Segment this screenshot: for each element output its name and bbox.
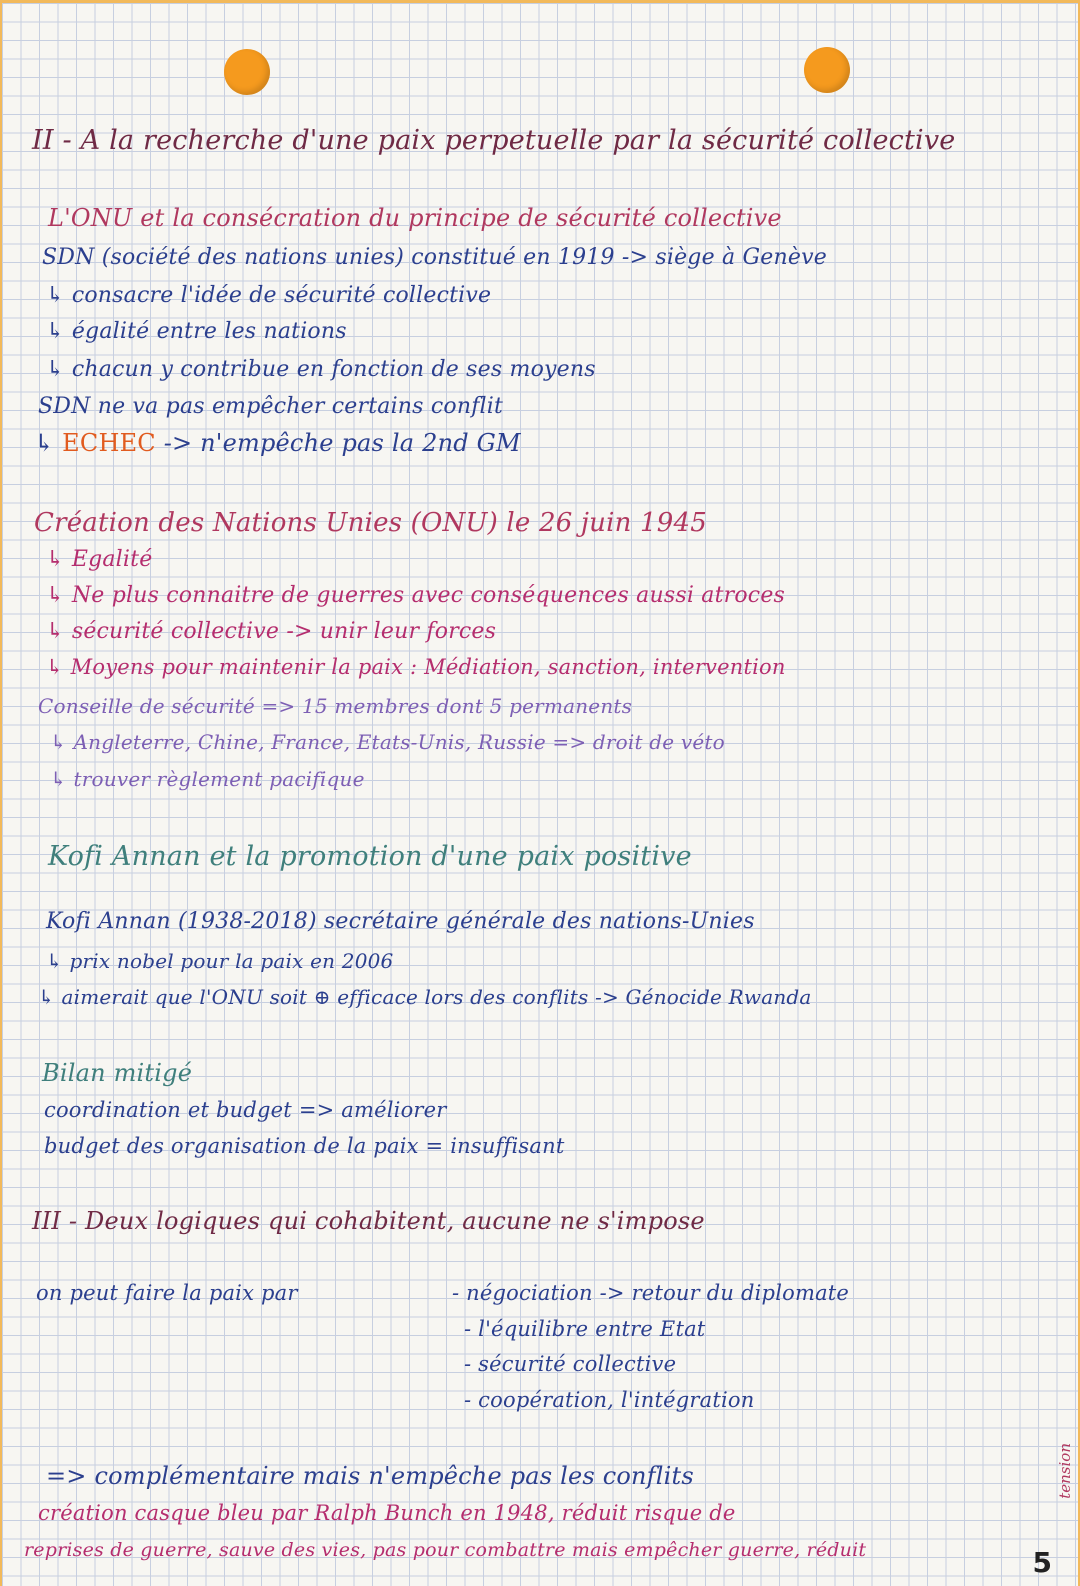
- note-line: ↳ égalité entre les nations: [46, 319, 347, 344]
- note-line: Kofi Annan (1938-2018) secrétaire générale des nations-Unies: [46, 909, 755, 934]
- echec-label: ECHEC: [62, 429, 156, 457]
- section-heading-deux-logiques: III - Deux logiques qui cohabitent, aucune ne s'impose: [32, 1207, 705, 1235]
- page-number: 5: [1032, 1546, 1052, 1579]
- note-line: ↳ prix nobel pour la paix en 2006: [46, 949, 394, 973]
- section-heading-onu: L'ONU et la consécration du principe de sécurité collective: [48, 204, 782, 232]
- note-line: ↳ Moyens pour maintenir la paix : Médiation, sanction, intervention: [46, 655, 786, 679]
- note-line: reprises de guerre, sauve des vies, pas pour combattre mais empêcher guerre, réduit: [24, 1539, 867, 1561]
- arrow-icon: ↳: [34, 429, 55, 457]
- note-line: création casque bleu par Ralph Bunch en 1948, réduit risque de: [38, 1501, 736, 1525]
- note-line: ↳ consacre l'idée de sécurité collective: [46, 283, 492, 308]
- binder-hole-left: [224, 49, 270, 95]
- note-line: ↳ Angleterre, Chine, France, Etats-Unis, Russie => droit de véto: [50, 730, 725, 754]
- note-line: budget des organisation de la paix = insuffisant: [44, 1134, 565, 1158]
- section-heading-kofi-annan: Kofi Annan et la promotion d'une paix positive: [48, 841, 692, 872]
- note-line: - négociation -> retour du diplomate: [452, 1281, 850, 1305]
- page-title: II - A la recherche d'une paix perpetuelle par la sécurité collective: [32, 125, 956, 156]
- note-line: Conseille de sécurité => 15 membres dont 5 permanents: [38, 694, 633, 718]
- note-line: on peut faire la paix par: [36, 1281, 298, 1305]
- note-line: ↳ aimerait que l'ONU soit ⊕ efficace lors des conflits -> Génocide Rwanda: [38, 985, 812, 1009]
- note-line: - sécurité collective: [464, 1352, 677, 1376]
- note-line: ↳ Ne plus connaitre de guerres avec conséquences aussi atroces: [46, 583, 786, 608]
- note-line: SDN ne va pas empêcher certains conflit: [38, 394, 504, 419]
- note-line: coordination et budget => améliorer: [44, 1098, 447, 1122]
- note-line-echec: [34, 431, 521, 455]
- section-heading-bilan: Bilan mitigé: [42, 1059, 193, 1087]
- binder-hole-right: [804, 47, 850, 93]
- margin-note: tension: [1056, 1443, 1074, 1499]
- note-line: ↳ Egalité: [46, 547, 153, 572]
- note-line: => complémentaire mais n'empêche pas les conflits: [46, 1462, 694, 1490]
- section-heading-creation-onu: Création des Nations Unies (ONU) le 26 juin 1945: [34, 508, 708, 538]
- note-line: SDN (société des nations unies) constitué en 1919 -> siège à Genève: [42, 245, 827, 270]
- note-line: ↳ trouver règlement pacifique: [50, 767, 365, 791]
- note-line: - l'équilibre entre Etat: [464, 1317, 706, 1341]
- note-line: - coopération, l'intégration: [464, 1388, 755, 1412]
- echec-detail: -> n'empêche pas la 2nd GM: [163, 429, 521, 457]
- note-line: ↳ chacun y contribue en fonction de ses moyens: [46, 357, 596, 382]
- note-line: ↳ sécurité collective -> unir leur forces: [46, 619, 497, 644]
